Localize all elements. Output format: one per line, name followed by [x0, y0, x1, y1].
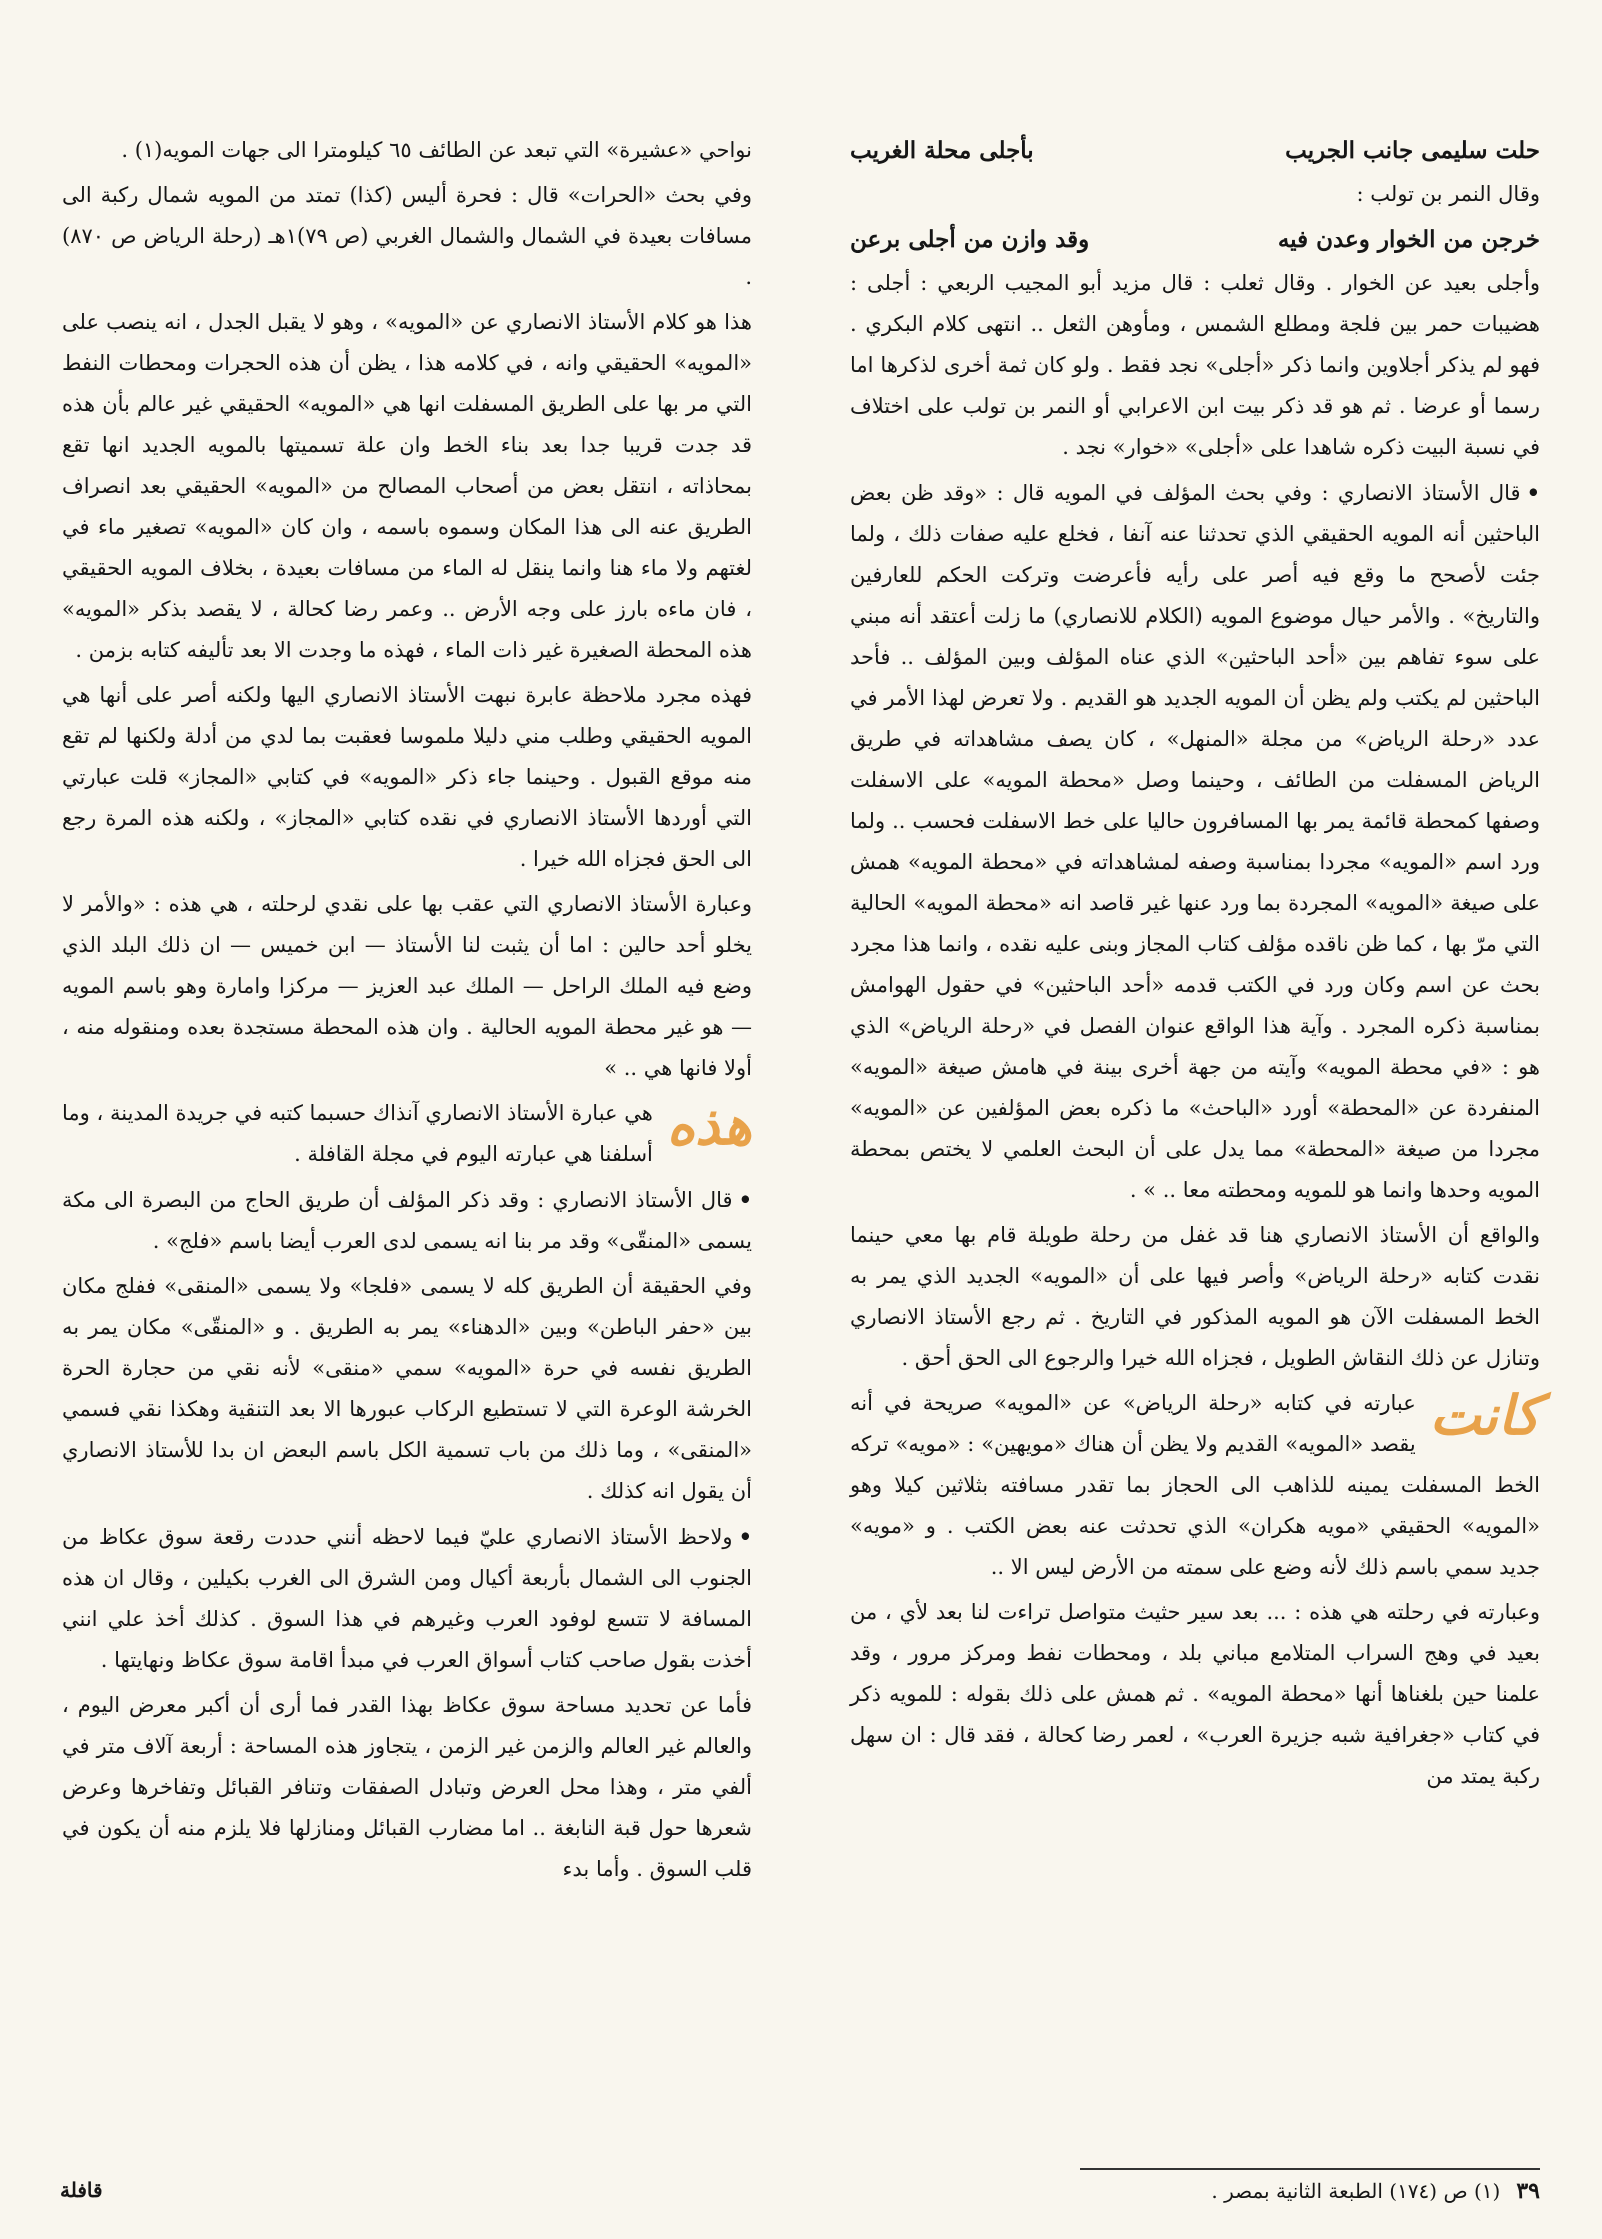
paragraph: عبارته في كتابه «رحلة الرياض» عن «المويه» صريحة في أنه يقصد «المويه» القديم ولا يظن أن هناك «مويهين» : «مويه» تركه الخط المسفلت يمينه للذاهب الى الحجاز بما تقدر مسافته بثلاثين كيلا وهو «المويه» الحقيقي «مويه هكران» الذي تحدثت عنه بعض الكتب . و «مويه» جديد سمي باسم ذلك لأنه وضع على سمته من الأرض ليس الا .. — [850, 1391, 1540, 1579]
paragraph: فهذه مجرد ملاحظة عابرة نبهت الأستاذ الانصاري اليها ولكنه أصر على أنها هي المويه الحقيقي وطلب مني دليلا ملموسا فعقبت بما لدي من أدلة ولكنها لم تقع منه موقع القبول . وحينما جاء ذكر «المويه» في كتابي «المجاز» قلت عبارتي التي أوردها الأستاذ الانصاري في نقده كتابي «المجاز» ، ولكنه هذه المرة رجع الى الحق فجزاه الله خيرا . — [62, 683, 752, 871]
right-column — [850, 130, 1540, 1801]
paragraph-text: قال الأستاذ الانصاري : وقد ذكر المؤلف أن طريق الحاج من البصرة الى مكة يسمى «المنقّى» وقد مر بنا انه يسمى لدى العرب أيضا باسم «فلج» . — [62, 1188, 752, 1253]
paragraph — [850, 472, 1540, 1211]
footnote-divider — [1080, 2168, 1540, 2170]
dropcap-paragraph — [850, 1383, 1540, 1588]
paragraph: وفي الحقيقة أن الطريق كله لا يسمى «فلجا» ولا يسمى «المنقى» ففلج مكان بين «حفر الباطن» وبين «الدهناء» يمر به الطريق . و «المنقّى» مكان يمر به الطريق نفسه في حرة «المويه» سمي «منقى» لأنه نقي من حجارة الحرة الخرشة الوعرة التي لا تستطيع الركاب عبورها الا بعد التنقية وهكذا نقي فسمي «المنقى» ، وما ذلك من باب تسمية الكل باسم البعض ان بدا للأستاذ الانصاري أن يقول انه كذلك . — [62, 1274, 752, 1503]
verse-line-1 — [850, 130, 1540, 172]
paragraph: وعبارة الأستاذ الانصاري التي عقب بها على نقدي لرحلته ، هي هذه : «والأمر لا يخلو أحد حالين : اما أن يثبت لنا الأستاذ — ابن خميس — ان ذلك البلد الذي وضع فيه الملك الراحل — الملك عبد العزيز — مركزا وامارة وهو باسم المويه — هو غير محطة المويه الحالية . وان هذه المحطة مستجدة بعده ومنقوله منه ، أولا فانها هي .. » — [62, 892, 752, 1080]
verse-hemistich: حلت سليمى جانب الجريب — [1285, 137, 1540, 164]
paragraph — [62, 1179, 752, 1262]
verse-hemistich: بأجلى محلة الغريب — [850, 137, 1034, 164]
dropcap-word: هذه — [666, 1093, 752, 1157]
verse-hemistich: وقد وازن من أجلى برعن — [850, 226, 1090, 253]
paragraph: نواحي «عشيرة» التي تبعد عن الطائف ٦٥ كيلومترا الى جهات المويه(١) . — [121, 138, 752, 162]
paragraph — [62, 1516, 752, 1681]
paragraph: وعبارته في رحلته هي هذه : ... بعد سير حثيث متواصل تراءت لنا بعد لأي ، من بعيد في وهج السراب المتلامع مباني بلد ، ومحطات نفط ومركز مرور ، وقد علمنا حين بلغناها أنها «محطة المويه» . ثم همش على ذلك بقوله : للمويه ذكر في كتاب «جغرافية شبه جزيرة العرب» ، لعمر رضا كحالة ، فقد قال : ان سهل ركبة يمتد من — [850, 1600, 1540, 1788]
paragraph: وقال النمر بن تولب : — [1356, 182, 1540, 206]
bullet-icon: • — [738, 1524, 752, 1549]
paragraph: فأما عن تحديد مساحة سوق عكاظ بهذا القدر فما أرى أن أكبر معرض اليوم ، والعالم غير العالم والزمن غير الزمن ، يتجاوز هذه المساحة : أربعة آلاف متر في ألفي متر ، وهذا محل العرض وتبادل الصفقات وتنافر القبائل وتفاخرها وعرض شعرها حول قبة النابغة .. اما مضارب القبائل ومنازلها فلا يلزم منه أن يكون في قلب السوق . وأما بدء — [62, 1693, 752, 1881]
paragraph: وأجلى بعيد عن الخوار . وقال ثعلب : قال مزيد أبو المجيب الربعي : أجلى : هضيبات حمر بين فلجة ومطلع الشمس ، ومأوهن الثعل .. انتهى كلام البكري . فهو لم يذكر أجلاوين وانما ذكر «أجلى» نجد فقط . ولو كان ثمة أخرى لذكرها اما رسما أو عرضا . ثم هو قد ذكر بيت ابن الاعرابي أو النمر بن تولب على اختلاف في نسبة البيت ذكره شاهدا على «أجلى» «خوار» نجد . — [850, 271, 1540, 459]
paragraph-text: قال الأستاذ الانصاري : وفي بحث المؤلف في المويه قال : «وقد ظن بعض الباحثين أنه المويه الحقيقي الذي تحدثنا عنه آنفا ، فخلع عليه صفات ذلك ، ولما جئت لأصحح ما وقع فيه أصر على رأيه فأعرضت وتركت الحكم للعارفين والتاريخ» . والأمر حيال موضوع المويه (الكلام للانصاري) ما زلت أعتقد أنه مبني على سوء تفاهم بين «أحد الباحثين» الذي عناه المؤلف وبين المؤلف .. فأحد الباحثين لم يكتب ولم يظن أن المويه الجديد هو القديم . ولا تعرض لهذا الأمر في عدد «رحلة الرياض» من مجلة «المنهل» ، كان يصف مشاهداته في طريق الرياض المسفلت من الطائف ، وحينما وصل «محطة المويه» على الاسفلت وصفها كمحطة قائمة يمر بها المسافرون حاليا على خط الاسفلت فحسب .. ولما ورد اسم «المويه» مجردا بمناسبة وصفه لمشاهداته في «محطة المويه» همش على صيغة «المويه» المجردة بما ورد عنها غير قاصد انه «محطة المويه» الحالية التي مرّ بها ، كما ظن ناقده مؤلف كتاب المجاز وبنى عليه نقده ، وانما هذا مجرد بحث عن اسم وكان ورد في الكتب قدمه «أحد الباحثين» في حقول الهوامش بمناسبة ذكره المجرد . وآية هذا الواقع عنوان الفصل في «رحلة الرياض» الذي هو : «في محطة المويه» وآيته من جهة أخرى بينة في هامش صيغة «المويه» المنفردة عن «المحطة» أورد «الباحث» ما ذكره بعض المؤلفين عن «المويه» مجردا من صيغة «المحطة» مما يدل على أن البحث العلمي لا يختص بمحطة المويه وحدها وانما هو للمويه ومحطته معا .. » . — [850, 481, 1540, 1202]
magazine-name: قافلة — [60, 2178, 103, 2202]
dropcap-paragraph — [62, 1093, 752, 1175]
footer-line — [1211, 2176, 1540, 2206]
paragraph: وفي بحث «الحرات» قال : فحرة أليس (كذا) تمتد من المويه شمال ركبة الى مسافات بعيدة في الشمال والشمال الغربي (ص ٧٩)١هـ (رحلة الرياض ص ٨٧٠) . — [62, 183, 752, 289]
bullet-icon: • — [1526, 480, 1540, 505]
verse-hemistich: خرجن من الخوار وعدن فيه — [1277, 226, 1540, 253]
paragraph: هي عبارة الأستاذ الانصاري آنذاك حسبما كتبه في جريدة المدينة ، وما أسلفنا هي عبارته اليوم في مجلة القافلة . — [62, 1101, 653, 1166]
dropcap-word: كانت — [1429, 1383, 1540, 1447]
verse-line-2 — [850, 219, 1540, 261]
bullet-icon: • — [738, 1187, 752, 1212]
paragraph: هذا هو كلام الأستاذ الانصاري عن «المويه» ، وهو لا يقبل الجدل ، انه ينصب على «المويه» الحقيقي وانه ، في كلامه هذا ، يظن أن هذه الحجرات ومحطات النفط التي مر بها على الطريق المسفلت انها هي «المويه» الحقيقي غير عالم بأن هذه قد جدت قريبا جدا بعد بناء الخط وان علة تسميتها بالمويه الجديد انها تقع بمحاذاته ، انتقل بعض من أصحاب المصالح من «المويه» الحقيقي بعد انصراف الطريق عنه الى هذا المكان وسموه باسمه ، وان كان «المويه» تصغير ماء في لغتهم ولا ماء هنا وانما ينقل له الماء من مسافات بعيدة ، بخلاف المويه الحقيقي ، فان ماءه بارز على وجه الأرض .. وعمر رضا كحالة ، لا يقصد بذكر «المويه» هذه المحطة الصغيرة غير ذات الماء ، فهذه ما وجدت الا بعد تأليفه كتابه بزمن . — [62, 310, 752, 662]
footnote: (١) ص (١٧٤) الطبعة الثانية بمصر . — [1211, 2179, 1501, 2203]
paragraph-text: ولاحظ الأستاذ الانصاري عليّ فيما لاحظه أنني حددت رقعة سوق عكاظ من الجنوب الى الشمال بأربعة أكيال ومن الشرق الى الغرب بكيلين ، وقال ان هذه المسافة لا تتسع لوفود العرب وغيرهم في هذا السوق . كذلك أخذ علي انني أخذت بقول صاحب كتاب أسواق العرب في مبدأ اقامة سوق عكاظ ونهايتها . — [62, 1525, 752, 1672]
page-number: ٣٩ — [1516, 2178, 1540, 2204]
left-column — [62, 130, 752, 1894]
paragraph: والواقع أن الأستاذ الانصاري هنا قد غفل من رحلة طويلة قام بها معي حينما نقدت كتابه «رحلة الرياض» وأصر فيها على أن «المويه» الجديد الذي يمر به الخط المسفلت الآن هو المويه المذكور في التاريخ . ثم رجع الأستاذ الانصاري وتنازل عن ذلك النقاش الطويل ، فجزاه الله خيرا والرجوع الى الحق أحق . — [850, 1223, 1540, 1370]
